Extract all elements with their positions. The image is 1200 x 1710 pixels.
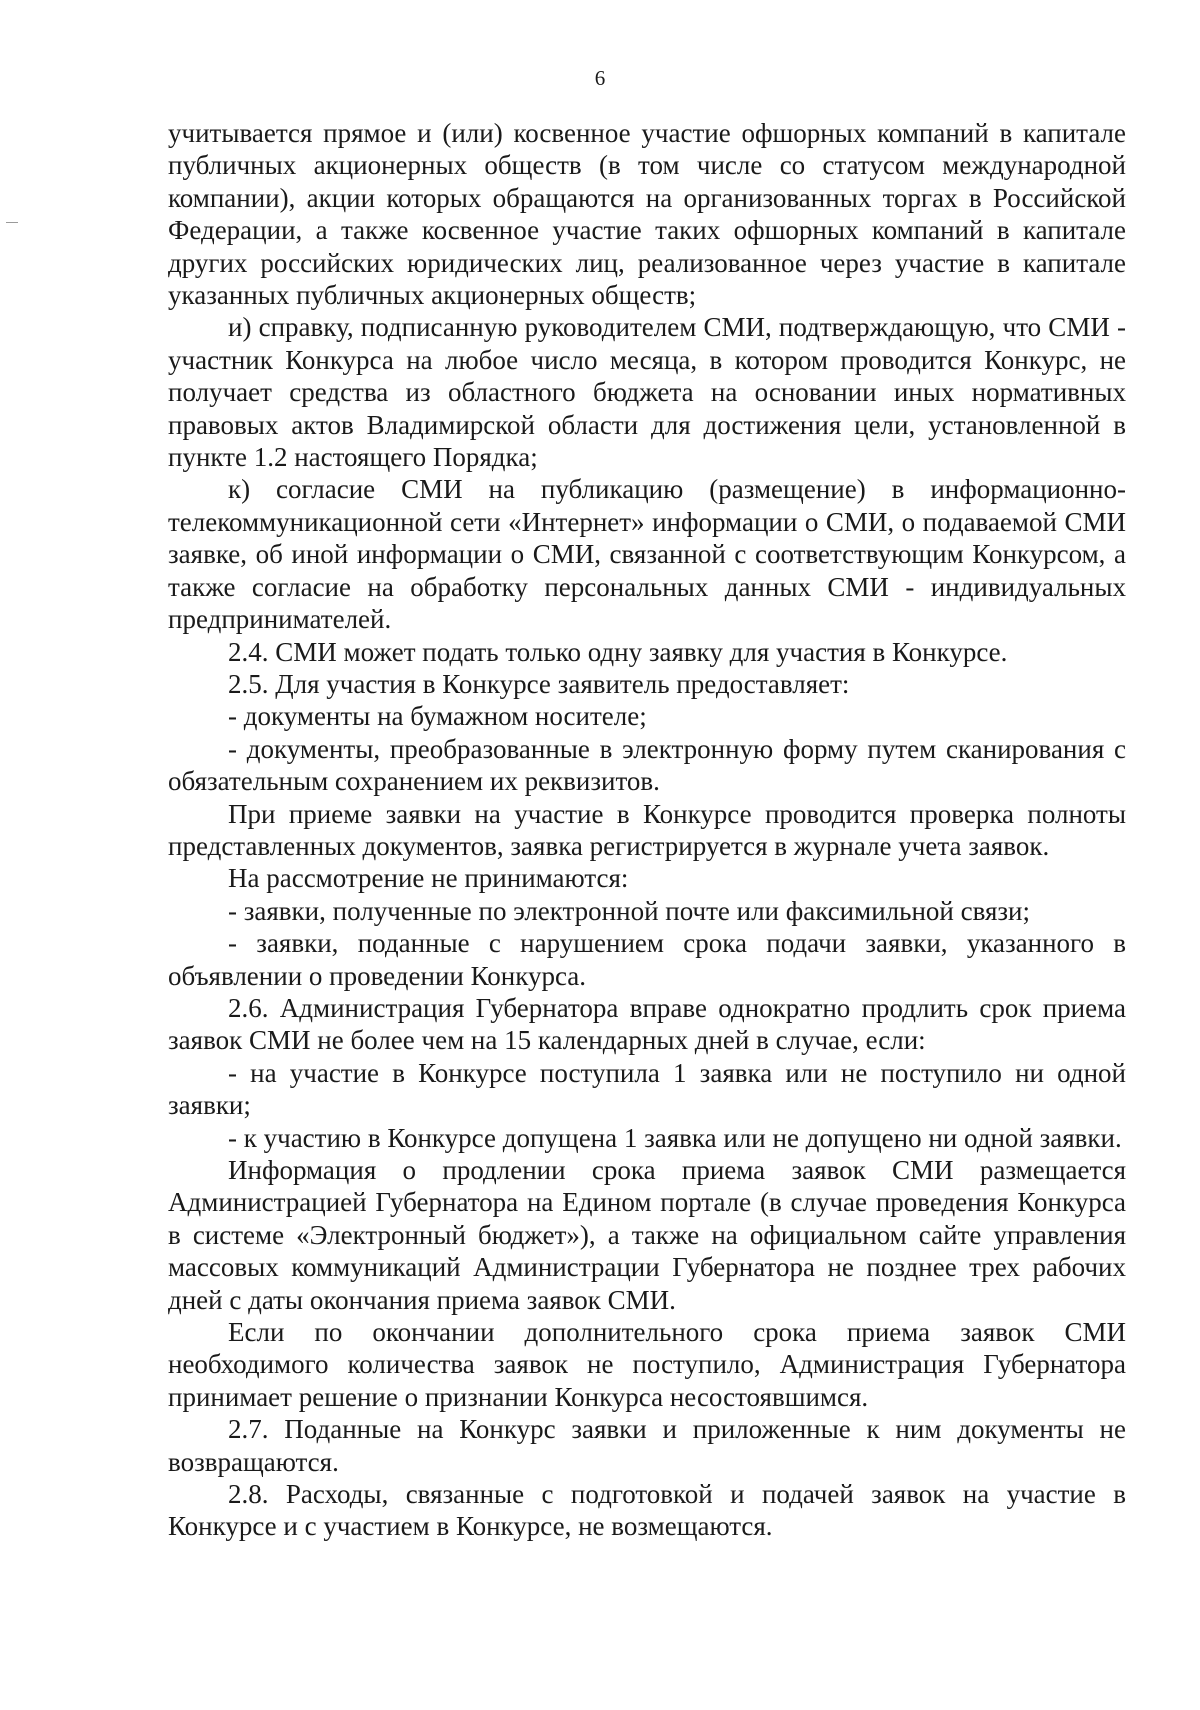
page-number: 6 [594,66,606,90]
paragraph-clause-2-5: 2.5. Для участия в Конкурсе заявитель предоставляет: [228,668,850,699]
paragraph-extension-info: Информация о продлении срока приема заявок СМИ размещается Администрацией Губернатора на Едином портале (в случае проведения Конкурса в системе «Электронный бюджет»), а также на официальном сайте управления массовых коммуникаций Администрации Губернатора не позднее трех рабочих дней с даты окончания приема заявок СМИ. [168,1155,1126,1315]
paragraph-one-application-received: - на участие в Конкурсе поступила 1 заявка или не поступило ни одной заявки; [168,1057,1126,1121]
paragraph-item-k: к) согласие СМИ на публикацию (размещение) в информационно-телекоммуникационной сети «Интернет» информации о СМИ, о подаваемой СМИ заявке, об иной информации о СМИ, связанной с соответствующим Конкурсом, а также согласие на обработку персональных данных СМИ - индивидуальных предпринимателей. [168,474,1126,635]
paragraph-email-fax: - заявки, полученные по электронной почте или факсимильной связи; [228,895,1030,926]
paragraph-application-check: При приеме заявки на участие в Конкурсе проводится проверка полноты представленных документов, заявка регистрируется в журнале учета заявок. [168,798,1126,861]
paragraph-not-accepted: На рассмотрение не принимаются: [228,863,629,894]
paragraph-scanned-documents: - документы, преобразованные в электронную форму путем сканирования с обязательным сохранением их реквизитов. [168,733,1126,797]
paragraph-paper-documents: - документы на бумажном носителе; [228,701,647,732]
paragraph-clause-2-7: 2.7. Поданные на Конкурс заявки и приложенные к ним документы не возвращаются. [168,1414,1126,1477]
document-body [168,117,1126,1543]
paragraph-one-application-admitted: - к участию в Конкурсе допущена 1 заявка или не допущено ни одной заявки. [228,1122,1122,1153]
paragraph-late-submission: - заявки, поданные с нарушением срока подачи заявки, указанного в объявлении о проведении Конкурса. [168,928,1126,991]
paragraph-item-i: и) справку, подписанную руководителем СМИ, подтверждающую, что СМИ - участник Конкурса на любое число месяца, в котором проводится Конкурс, не получает средства из областного бюджета на основании иных нормативных правовых актов Владимирской области для достижения цели, установленной в пункте 1.2 настоящего Порядка; [168,312,1126,473]
paragraph-contest-failed: Если по окончании дополнительного срока приема заявок СМИ необходимого количества заявок не поступило, Администрация Губернатора принимает решение о признании Конкурса несостоявшимся. [168,1317,1126,1412]
paragraph-clause-2-4: 2.4. СМИ может подать только одну заявку для участия в Конкурсе. [228,636,1008,667]
paragraph-offshore-participation: учитывается прямое и (или) косвенное участие офшорных компаний в капитале публичных акционерных обществ (в том числе со статусом международной компании), акции которых обращаются на организованных торгах в Российской Федерации, а также косвенное участие таких офшорных компаний в капитале других российских юридических лиц, реализованное через участие в капитале указанных публичных акционерных обществ; [168,118,1126,311]
paragraph-clause-2-8: 2.8. Расходы, связанные с подготовкой и подачей заявок на участие в Конкурсе и с участием в Конкурсе, не возмещаются. [168,1479,1126,1542]
scan-artifact [6,222,18,223]
paragraph-clause-2-6: 2.6. Администрация Губернатора вправе однократно продлить срок приема заявок СМИ не более чем на 15 календарных дней в случае, если: [168,992,1126,1056]
